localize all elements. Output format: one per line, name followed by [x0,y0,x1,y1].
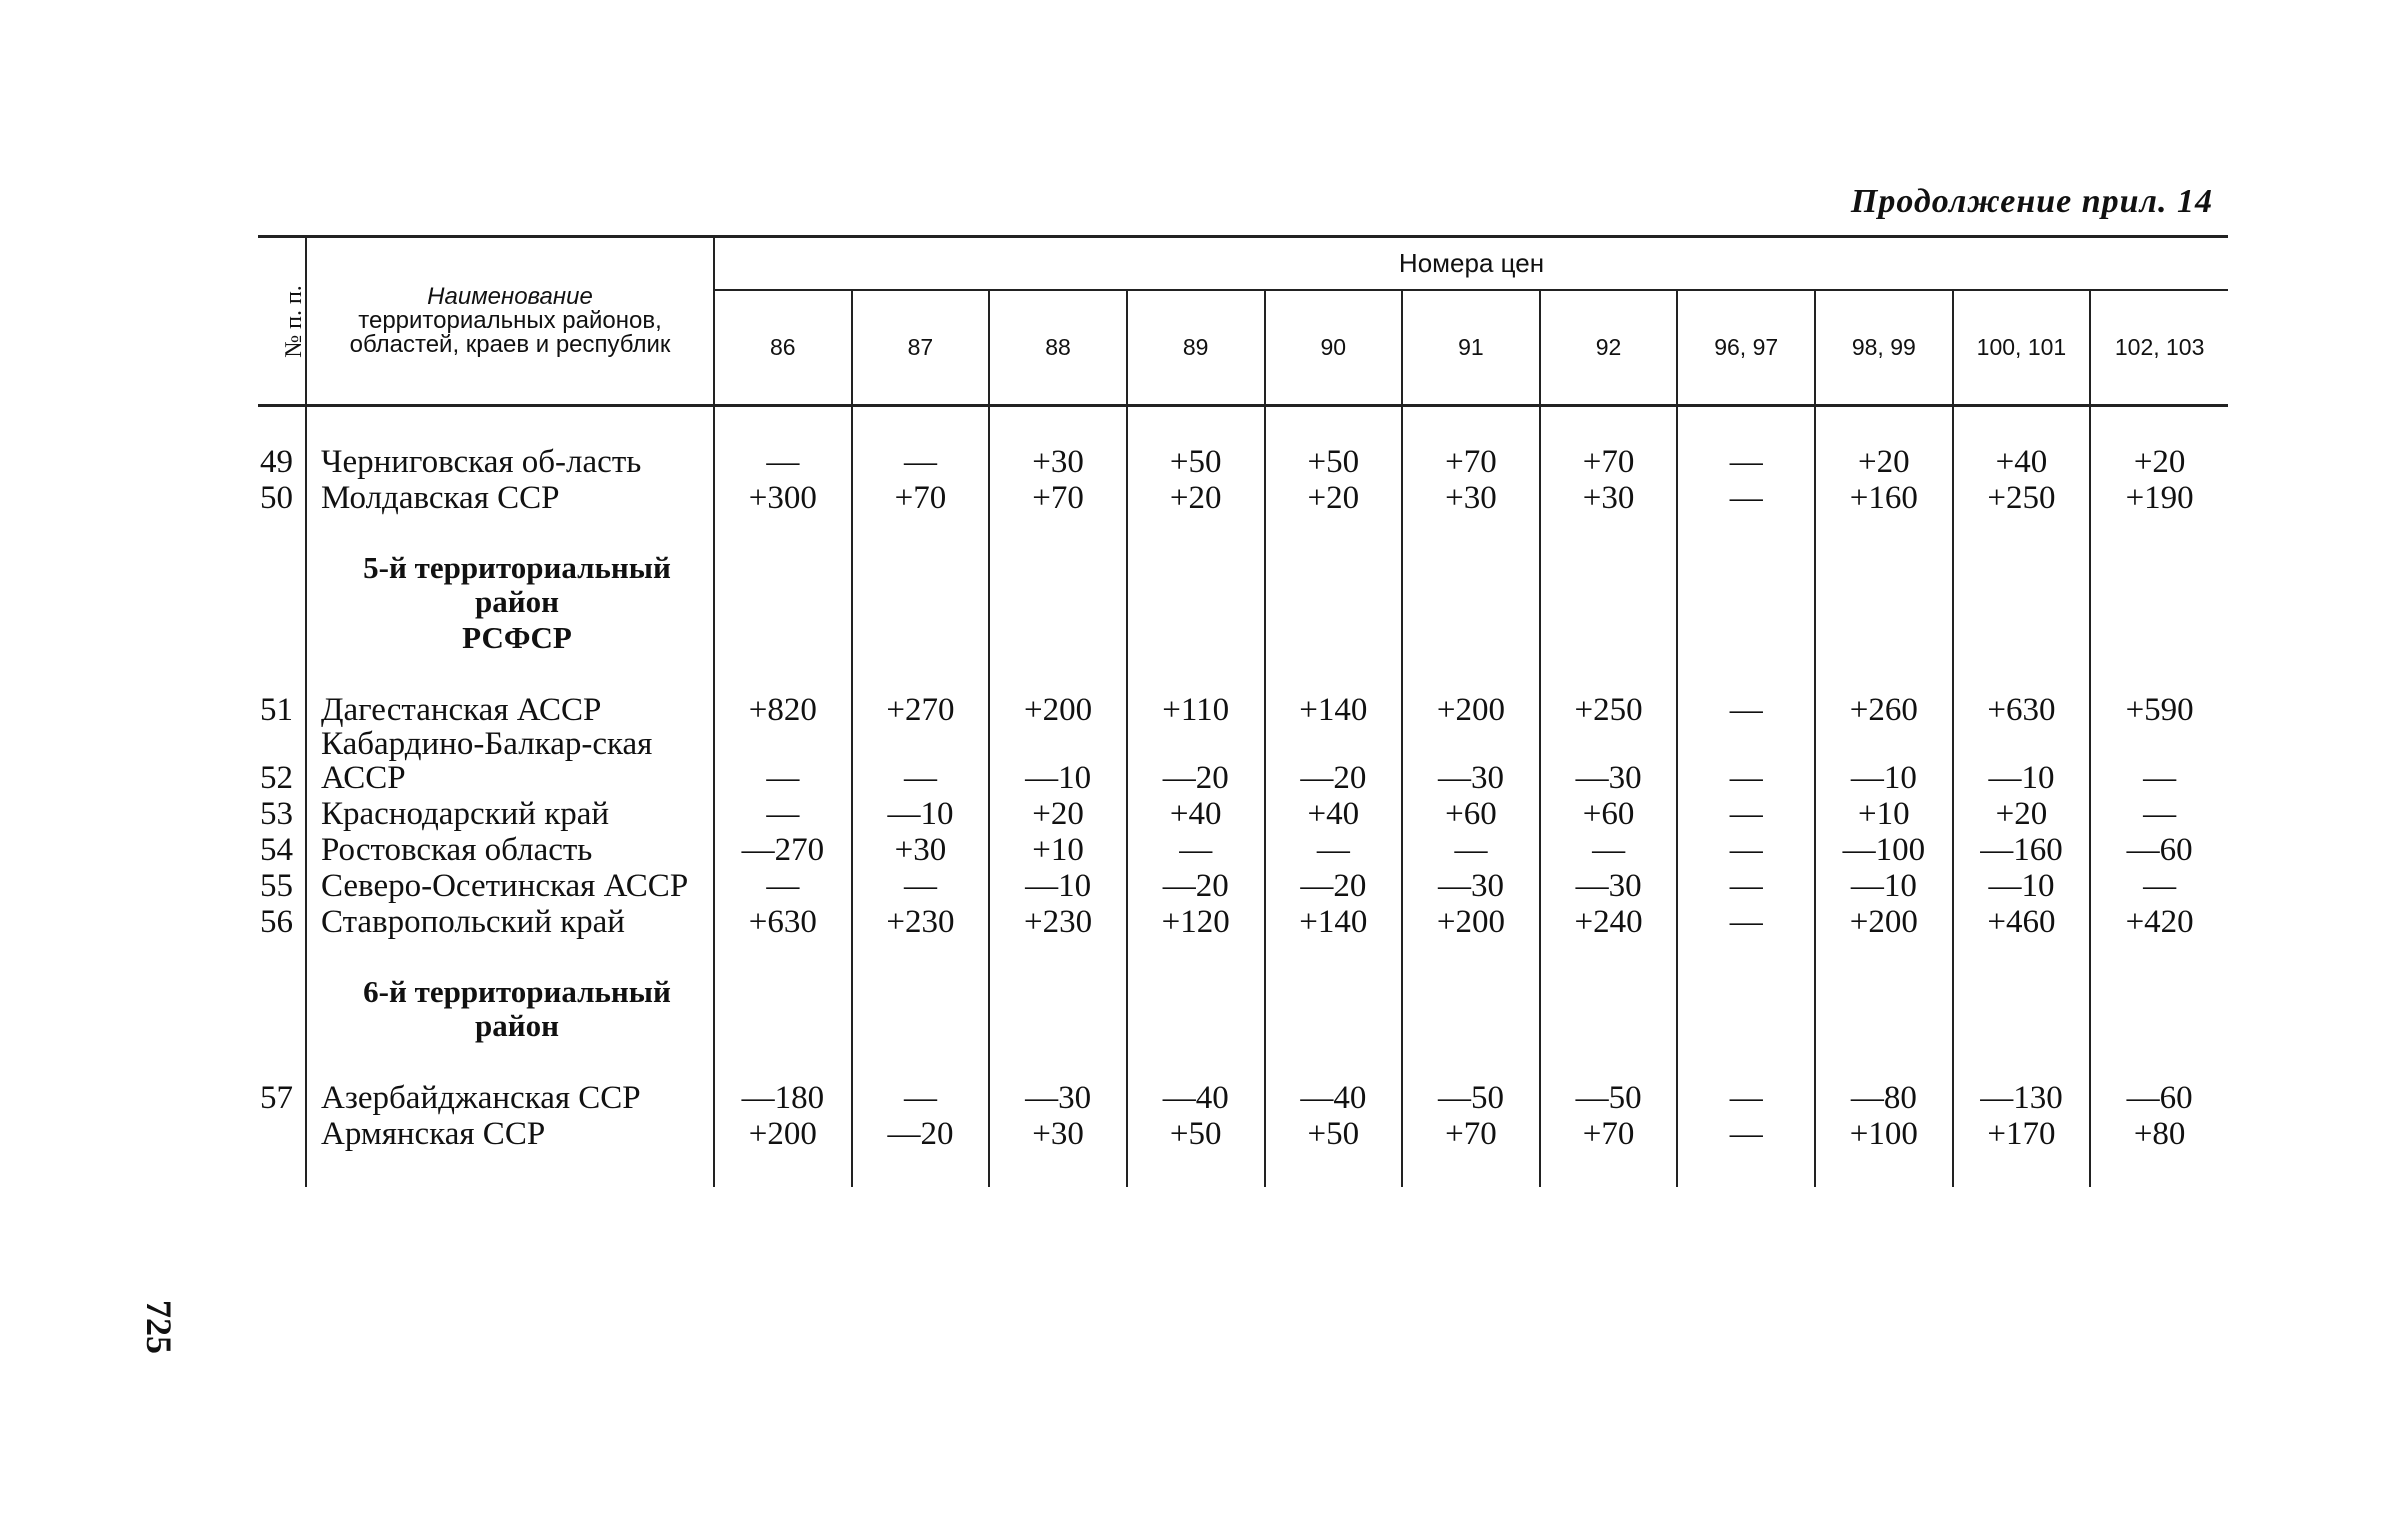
price-value: — [1677,1079,1815,1115]
price-value: +70 [989,479,1127,515]
price-value: — [852,1079,990,1115]
price-value: +70 [1402,1115,1540,1151]
price-value: +460 [1953,903,2091,939]
price-value: +100 [1815,1115,1953,1151]
price-value: — [1677,479,1815,515]
price-value: +120 [1127,903,1265,939]
price-value: +190 [2125,480,2194,516]
price-value: — [1677,903,1815,939]
price-value: —100 [1815,831,1953,867]
table-row [258,1115,2228,1151]
price-value: —40 [1127,1079,1265,1115]
price-value: —10 [989,727,1127,795]
table-row [258,867,2228,903]
price-value: — [852,443,990,479]
price-value: —60 [2126,832,2193,868]
price-value: —10 [989,867,1127,903]
price-value: +60 [1402,795,1540,831]
table-row [258,795,2228,831]
region-name: Ростовская область [306,831,714,867]
price-value: +200 [1402,903,1540,939]
price-value: —10 [1953,867,2091,903]
column-header: 98, 99 [1815,290,1953,406]
price-value: — [714,867,852,903]
row-number: 54 [258,831,306,867]
price-value: — [1677,831,1815,867]
price-value: +590 [2125,692,2194,728]
price-value: — [2143,868,2177,904]
price-value: — [1540,831,1678,867]
region-name: Молдавская ССР [306,479,714,515]
price-value: +10 [1815,795,1953,831]
column-header-name: Наименование территориальных районов, областей, краев и республик [306,237,714,406]
table-row [258,691,2228,727]
price-value: —50 [1402,1079,1540,1115]
price-value: +50 [1265,443,1403,479]
price-value: +30 [1402,479,1540,515]
price-value: +20 [2133,444,2186,480]
table-row [258,831,2228,867]
column-header: 96, 97 [1677,290,1815,406]
row-number: 55 [258,867,306,903]
column-header: 86 [714,290,852,406]
price-value: —30 [1540,727,1678,795]
row-number: 49 [258,443,306,479]
price-value: — [852,727,990,795]
price-value: +60 [1540,795,1678,831]
price-value: — [714,795,852,831]
row-number: 51 [258,691,306,727]
price-value: —30 [1402,727,1540,795]
price-value: +30 [1540,479,1678,515]
row-number: 57 [258,1079,306,1115]
price-value: +50 [1265,1115,1403,1151]
region-name: Северо-Осетинская АССР [306,867,714,903]
price-value: —60 [2126,1080,2193,1116]
price-value: +30 [989,1115,1127,1151]
row-number [258,1115,306,1151]
price-value: — [1677,795,1815,831]
price-value: +20 [1265,479,1403,515]
price-value: —10 [1815,727,1953,795]
price-value: +110 [1127,691,1265,727]
price-value: — [1677,1115,1815,1151]
region-name: Краснодарский край [306,795,714,831]
price-value: +40 [1265,795,1403,831]
column-header: 88 [989,290,1127,406]
price-value: —10 [1815,867,1953,903]
price-value: —130 [1953,1079,2091,1115]
column-header: 90 [1265,290,1403,406]
price-value: +300 [714,479,852,515]
price-value: —40 [1265,1079,1403,1115]
price-value: +200 [989,691,1127,727]
price-value: +80 [2133,1116,2186,1152]
price-value: — [1265,831,1403,867]
region-name: Армянская ССР [306,1115,714,1151]
price-value: — [2143,760,2177,796]
price-value: — [714,443,852,479]
page-header: Продолжение прил. 14 [1850,183,2213,220]
price-value: +70 [1540,443,1678,479]
section-heading: 5-й территориальный район [258,551,2228,619]
price-value: —20 [1127,727,1265,795]
column-header: 102, 103 [2090,290,2228,406]
price-value: +630 [714,903,852,939]
price-value: — [1677,727,1815,795]
table-row [258,903,2228,939]
price-value: +140 [1265,691,1403,727]
price-value: —10 [852,795,990,831]
price-value: —80 [1815,1079,1953,1115]
column-group-header: Номера цен [714,237,2228,290]
price-value: —10 [1953,727,2091,795]
price-value: +30 [852,831,990,867]
column-header: 91 [1402,290,1540,406]
price-value: —160 [1953,831,2091,867]
price-value: —270 [714,831,852,867]
price-value: +250 [1953,479,2091,515]
price-value: +70 [1540,1115,1678,1151]
price-adjustment-table [258,235,2228,1187]
price-value: +420 [2125,904,2194,940]
price-value: +140 [1265,903,1403,939]
price-value: +230 [989,903,1127,939]
price-value: +200 [714,1115,852,1151]
price-value: —30 [989,1079,1127,1115]
table-row [258,479,2228,515]
price-value: —50 [1540,1079,1678,1115]
price-value: +50 [1127,443,1265,479]
price-value: —20 [1265,727,1403,795]
page-number: 725 [139,1300,179,1354]
price-value: +630 [1953,691,2091,727]
price-value: +20 [989,795,1127,831]
price-value: +240 [1540,903,1678,939]
price-value: +10 [989,831,1127,867]
price-value: +70 [1402,443,1540,479]
region-name: Ставропольский край [306,903,714,939]
price-value: +820 [714,691,852,727]
price-value: —20 [1127,867,1265,903]
price-value: +20 [1127,479,1265,515]
price-value: +230 [852,903,990,939]
region-name: Черниговская об-ласть [306,443,714,479]
price-value: +30 [989,443,1127,479]
price-value: +200 [1815,903,1953,939]
price-value: —30 [1402,867,1540,903]
row-number: 53 [258,795,306,831]
price-value: +20 [1953,795,2091,831]
price-value: +40 [1953,443,2091,479]
price-value: +40 [1127,795,1265,831]
price-value: — [1127,831,1265,867]
price-value: — [852,867,990,903]
column-header-row-number: № п. п. [258,237,306,406]
price-value: — [1677,867,1815,903]
price-value: +170 [1953,1115,2091,1151]
price-value: +160 [1815,479,1953,515]
price-value: +70 [852,479,990,515]
section-heading: 6-й территориальный район [258,975,2228,1043]
price-value: —30 [1540,867,1678,903]
row-number: 50 [258,479,306,515]
table-row [258,727,2228,795]
table-row [258,1079,2228,1115]
column-header: 89 [1127,290,1265,406]
price-value: +260 [1815,691,1953,727]
price-value: +20 [1815,443,1953,479]
price-value: —20 [852,1115,990,1151]
region-name: Дагестанская АССР [306,691,714,727]
region-name: Кабардино-Балкар-ская АССР [306,727,714,795]
price-value: +200 [1402,691,1540,727]
row-number: 52 [258,727,306,795]
price-value: — [1677,443,1815,479]
price-value: — [1402,831,1540,867]
price-value: —180 [714,1079,852,1115]
price-value: +270 [852,691,990,727]
column-header: 87 [852,290,990,406]
price-value: +250 [1540,691,1678,727]
table-row [258,443,2228,479]
column-header: 92 [1540,290,1678,406]
column-header: 100, 101 [1953,290,2091,406]
price-value: —20 [1265,867,1403,903]
row-number: 56 [258,903,306,939]
section-subheading: РСФСР [258,619,2228,655]
price-value: +50 [1127,1115,1265,1151]
price-value: — [1677,691,1815,727]
price-value: — [714,727,852,795]
region-name: Азербайджанская ССР [306,1079,714,1115]
price-value: — [2143,796,2177,832]
